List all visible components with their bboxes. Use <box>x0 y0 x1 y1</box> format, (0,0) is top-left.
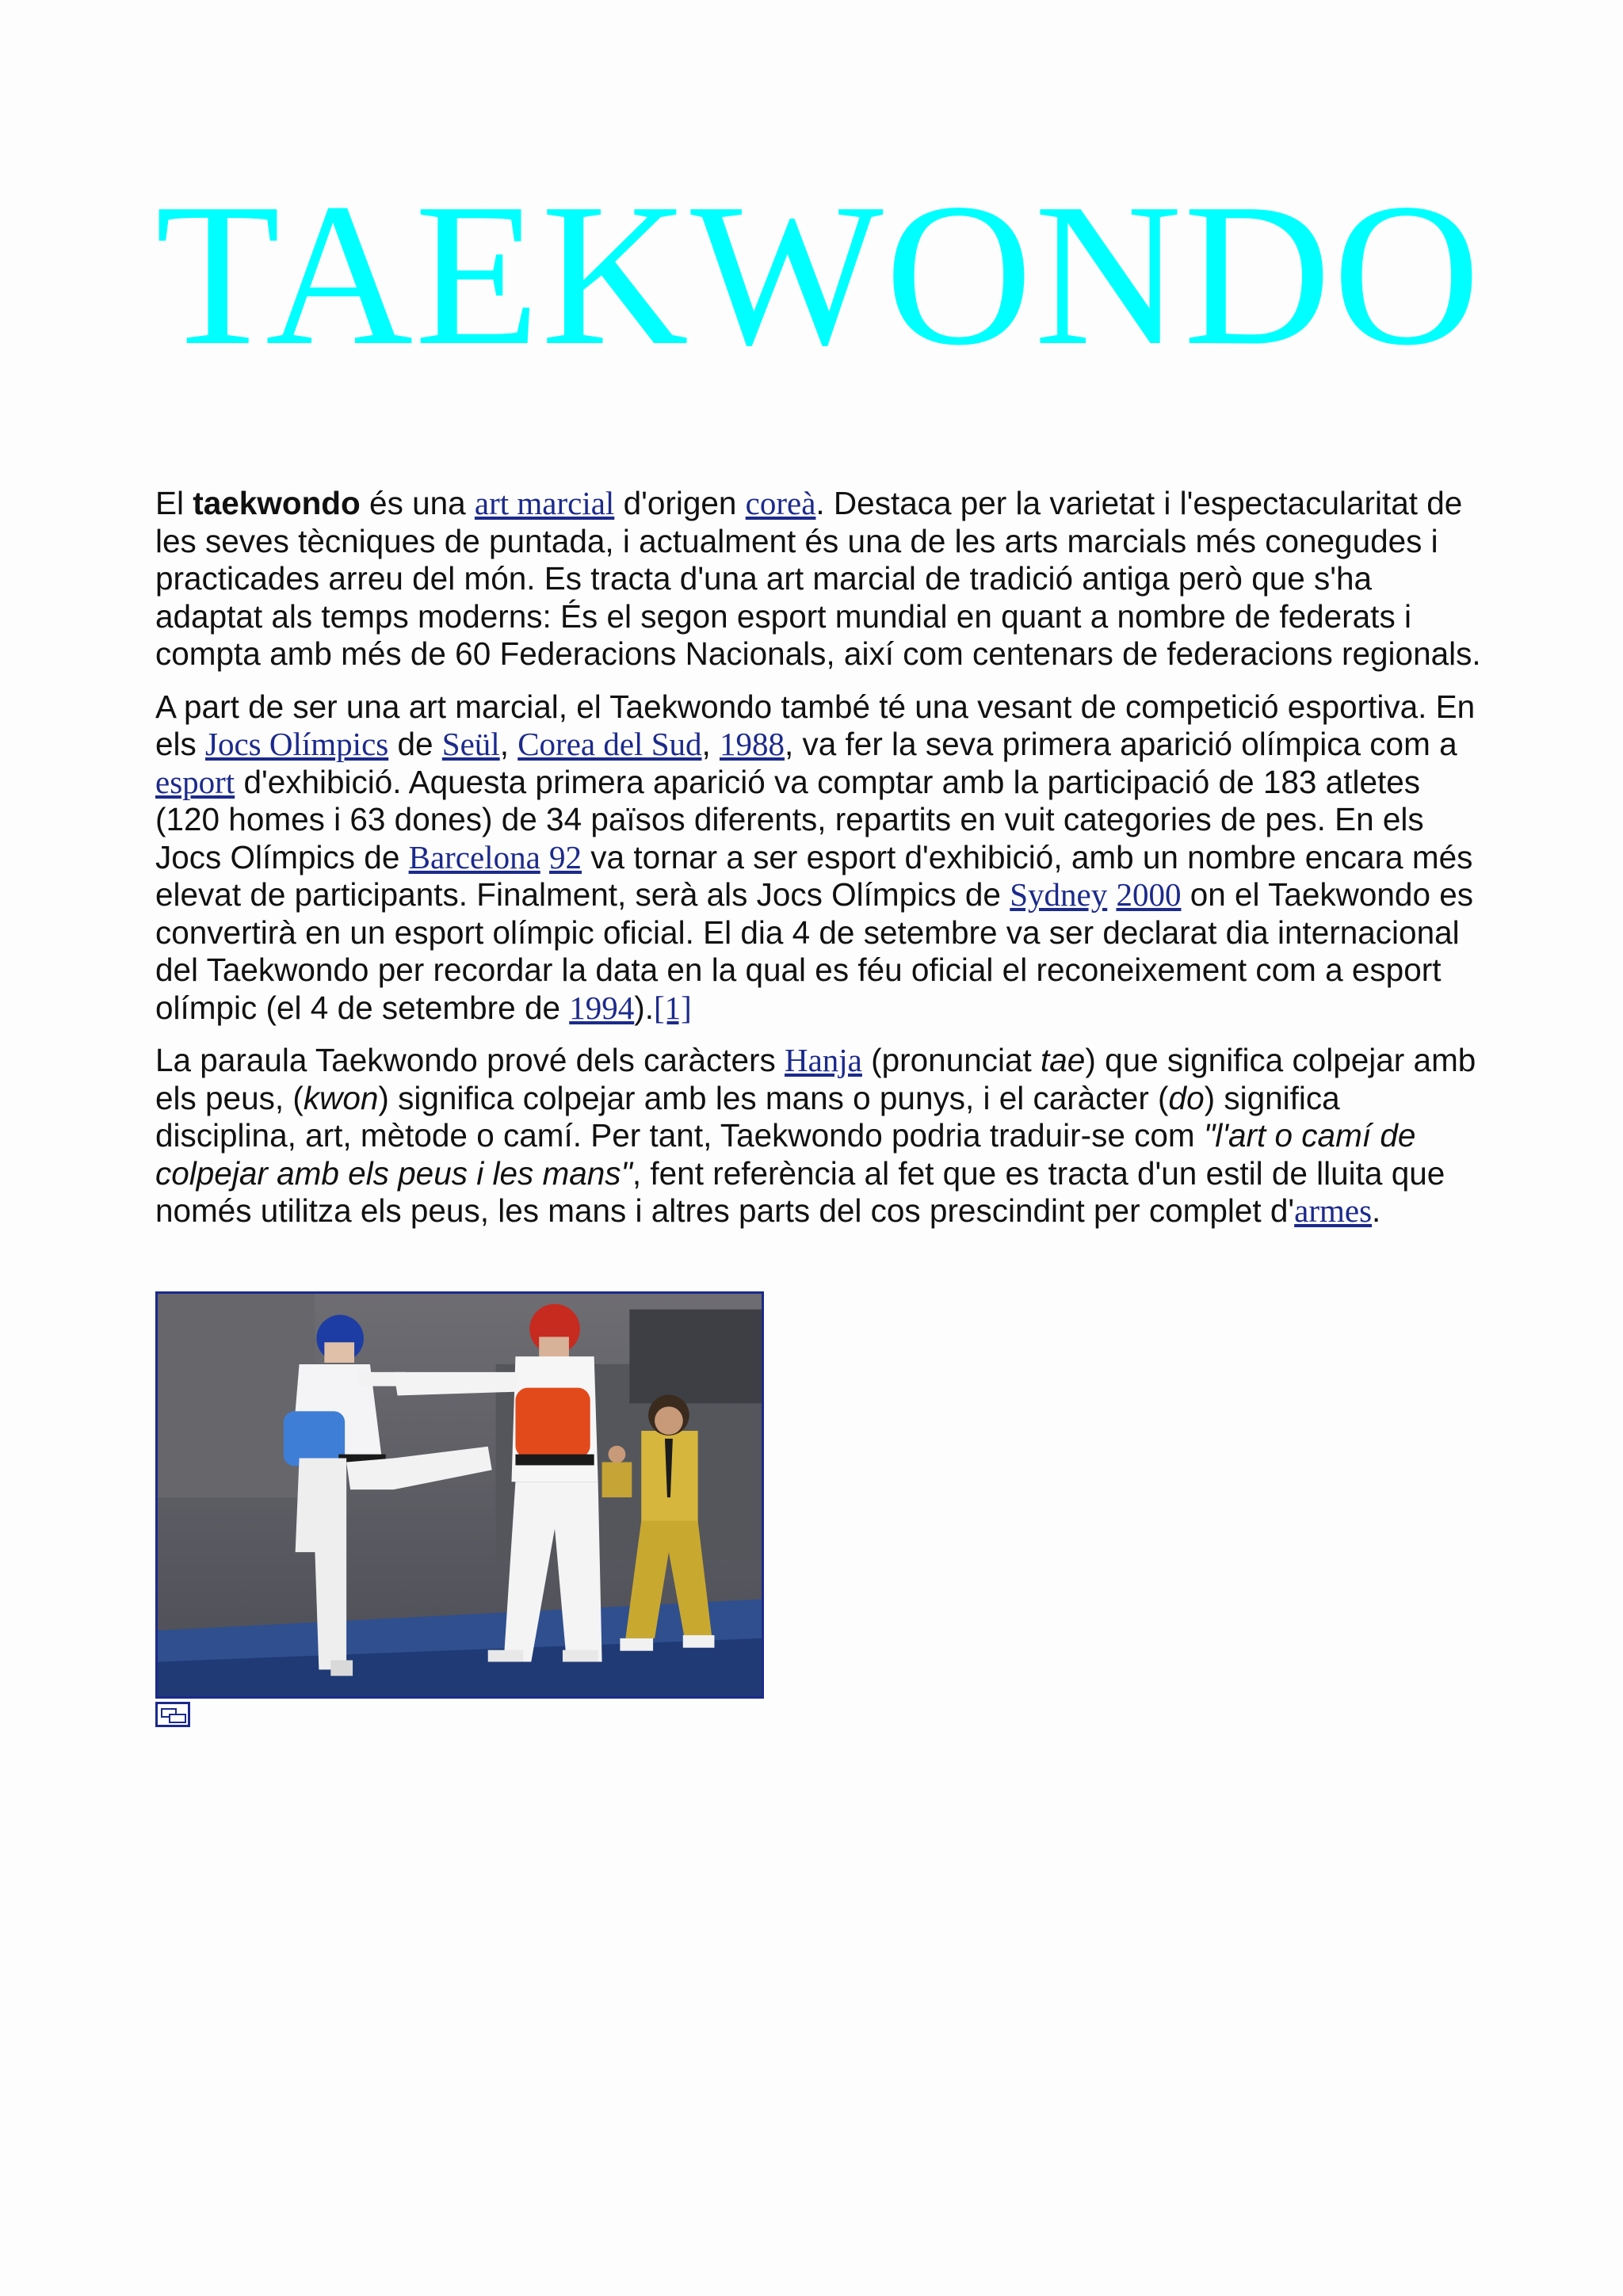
text <box>1107 876 1116 913</box>
text: ) significa colpejar amb les mans o punys, i el caràcter ( <box>378 1079 1169 1116</box>
text: La paraula Taekwondo prové dels caràcters <box>155 1042 785 1078</box>
link-corea-del-sud[interactable]: Corea del Sud <box>517 726 702 762</box>
paragraph-etymology <box>155 1042 1487 1230</box>
text: El <box>155 485 193 521</box>
link-1994[interactable]: 1994 <box>569 989 635 1026</box>
text: . Destaca per la varietat i l'espectacularitat de les seves tècniques de puntada, i actualment és una de les arts marcials més conegudes i practicades arreu del món. Es tracta d'una art marcial de tradició antiga però que s'ha adaptat als temps moderns: És el segon esport mundial en quant a nombre de federats i compta amb més de 60 Federacions Nacionals, així com centenars de federacions regionals. <box>155 485 1481 672</box>
text: , <box>499 726 518 762</box>
term-italic: tae <box>1041 1042 1086 1078</box>
text <box>540 839 549 875</box>
link-art-marcial[interactable]: art marcial <box>474 485 615 521</box>
link-92[interactable]: 92 <box>549 838 582 875</box>
photo-taekwondo-match-icon <box>158 1294 762 1696</box>
text: , <box>701 726 720 762</box>
link-jocs-olimpics[interactable]: Jocs Olímpics <box>205 726 389 762</box>
paragraph-intro <box>155 485 1487 673</box>
taekwondo-photo[interactable] <box>155 1291 764 1699</box>
text: . <box>1372 1192 1381 1229</box>
enlarge-icon[interactable] <box>155 1702 190 1727</box>
link-esport[interactable]: esport <box>155 763 235 800</box>
quote-italic: "l'art o camí de colpejar amb els peus i les mans" <box>155 1117 1416 1192</box>
link-sydney[interactable]: Sydney <box>1010 876 1108 913</box>
text: ) que significa colpejar amb els peus, ( <box>155 1042 1476 1116</box>
text: ). <box>634 989 654 1026</box>
link-footnote-1[interactable]: [1] <box>654 989 692 1026</box>
link-2000[interactable]: 2000 <box>1116 876 1182 913</box>
text: , fent referència al fet que es tracta d'un estil de lluita que només utilitza els peus, les mans i altres parts del cos prescindint per complet d' <box>155 1154 1445 1229</box>
link-hanja[interactable]: Hanja <box>784 1042 862 1078</box>
link-armes[interactable]: armes <box>1294 1192 1373 1229</box>
text: ) significa disciplina, art, mètode o camí. Per tant, Taekwondo podria traduir-se com <box>155 1079 1340 1154</box>
text: , va fer la seva primera aparició olímpica com a <box>785 726 1457 762</box>
text: A part de ser una art marcial, el Taekwondo també té una vesant de competició esportiva. En els <box>155 688 1476 762</box>
text: on el Taekwondo es convertirà en un esport olímpic oficial. El dia 4 de setembre va ser declarat dia internacional del Taekwondo per recordar la data en la qual es féu oficial el reconeixement com a esport olímpic (el 4 de setembre de <box>155 876 1473 1026</box>
paragraph-competition <box>155 688 1487 1028</box>
text: de <box>388 726 442 762</box>
article-body <box>155 485 1487 1245</box>
term-bold: taekwondo <box>193 485 361 521</box>
text: d'exhibició. Aquesta primera aparició va comptar amb la participació de 183 atletes (120 homes i 63 dones) de 34 països diferents, repartits en vuit categories de pes. En els Jocs Olímpics de <box>155 763 1424 875</box>
text: va tornar a ser esport d'exhibició, amb un nombre encara més elevat de participants. Finalment, serà als Jocs Olímpics de <box>155 838 1473 913</box>
enlarge-icon-front <box>169 1714 186 1723</box>
term-italic: kwon <box>303 1079 379 1116</box>
link-corea[interactable]: coreà <box>745 485 816 521</box>
text: (pronunciat <box>861 1042 1041 1078</box>
link-barcelona[interactable]: Barcelona <box>408 838 540 875</box>
term-italic: do <box>1168 1079 1205 1116</box>
link-seul[interactable]: Seül <box>441 726 500 762</box>
text: és una <box>360 485 475 521</box>
link-1988[interactable]: 1988 <box>720 726 785 762</box>
page-title: TAEKWONDO <box>155 161 1482 387</box>
text: d'origen <box>614 485 746 521</box>
